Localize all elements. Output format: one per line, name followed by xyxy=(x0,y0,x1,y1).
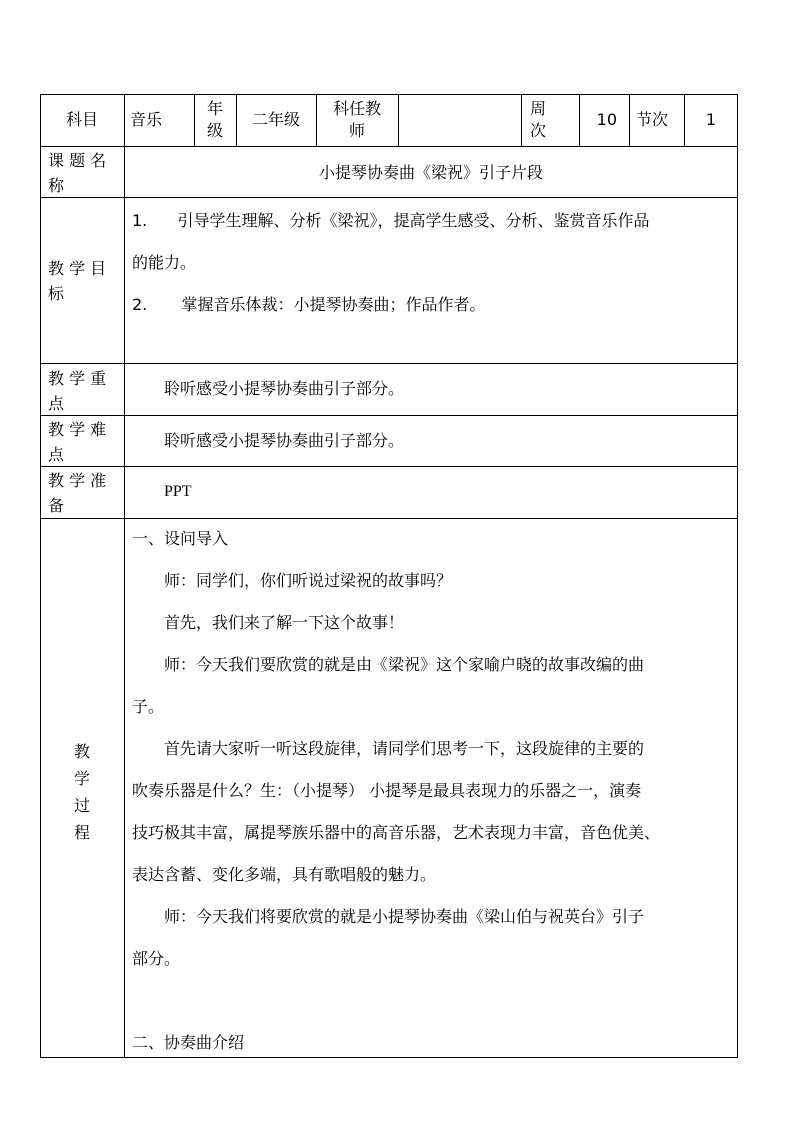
topic-label-line1: 课 题 名 xyxy=(48,151,107,170)
week-label-line1: 周 xyxy=(530,99,547,118)
process-label-char: 过 xyxy=(73,796,90,815)
objectives-label-line2: 标 xyxy=(48,284,65,303)
key-points-label-line1: 教 学 重 xyxy=(48,369,107,388)
process-paragraph-4-line4: 表达含蓄、变化多端，具有歌唱般的魅力。 xyxy=(132,865,437,884)
grade-label xyxy=(194,94,236,146)
difficulties-label xyxy=(48,417,118,467)
section-2-title: 二、协奏曲介绍 xyxy=(132,1033,245,1052)
objectives-label xyxy=(48,256,118,306)
topic-label-line2: 称 xyxy=(48,176,65,195)
week-value-text: 10 xyxy=(596,110,617,129)
topic-value-text: 小提琴协奏曲《梁祝》引子片段 xyxy=(318,163,543,182)
process-content xyxy=(132,518,732,1064)
period-label-text: 节次 xyxy=(636,110,669,129)
objectives-label-line1: 教 学 目 xyxy=(48,259,107,278)
period-label xyxy=(636,94,684,146)
preparation-value-text: PPT xyxy=(164,483,192,500)
week-label xyxy=(530,94,579,146)
section-1-title: 一、设问导入 xyxy=(132,529,229,548)
column-divider xyxy=(629,94,630,146)
process-label xyxy=(40,738,124,846)
period-value xyxy=(684,94,738,146)
week-label-line2: 次 xyxy=(530,121,547,140)
key-points-label xyxy=(48,366,118,416)
row-divider xyxy=(40,197,738,198)
objective-1-number: 1. xyxy=(132,211,148,230)
objective-1-line2: 的能力。 xyxy=(132,253,197,272)
process-paragraph-2: 首先，我们来了解一下这个故事！ xyxy=(164,613,405,632)
objective-item-2 xyxy=(132,284,732,326)
grade-label-line1: 年 xyxy=(206,99,223,118)
key-points-value xyxy=(164,363,724,415)
teacher-value xyxy=(398,94,521,146)
teacher-label-line2: 师 xyxy=(348,121,365,140)
subject-label xyxy=(40,94,124,146)
topic-value xyxy=(124,146,738,197)
week-value xyxy=(579,94,629,146)
column-divider xyxy=(124,94,125,1058)
teacher-label xyxy=(316,94,398,146)
process-paragraph-4-line2: 吹奏乐器是什么？生：（小提琴） 小提琴是最具表现力的乐器之一，演奏 xyxy=(132,781,642,800)
objective-1-line1: 引导学生理解、分析《梁祝》，提高学生感受、分析、鉴赏音乐作品 xyxy=(177,211,650,230)
preparation-label xyxy=(48,468,118,518)
difficulties-label-line2: 点 xyxy=(48,445,65,464)
process-paragraph-4-line1: 首先请大家听一听这段旋律，请同学们思考一下，这段旋律的主要的 xyxy=(164,739,645,758)
process-label-char: 学 xyxy=(73,769,90,788)
grade-label-line2: 级 xyxy=(206,121,223,140)
blank-line xyxy=(132,980,732,1022)
period-value-text: 1 xyxy=(705,110,717,129)
process-label-char: 程 xyxy=(73,823,90,842)
process-paragraph-3-line1: 师：今天我们要欣赏的就是由《梁祝》这个家喻户晓的故事改编的曲 xyxy=(164,655,645,674)
objective-2-number: 2. xyxy=(132,295,148,314)
process-label-char: 教 xyxy=(73,742,90,761)
preparation-value xyxy=(164,466,724,518)
difficulties-value xyxy=(164,415,724,466)
preparation-label-line2: 备 xyxy=(48,496,65,515)
difficulties-label-line1: 教 学 难 xyxy=(48,420,107,439)
objective-2-text: 掌握音乐体裁：小提琴协奏曲；作品作者。 xyxy=(181,295,486,314)
key-points-label-line2: 点 xyxy=(48,394,65,413)
topic-label xyxy=(48,148,118,198)
grade-value xyxy=(236,94,316,146)
teacher-label-line1: 科任教 xyxy=(332,99,381,118)
subject-value xyxy=(130,94,194,146)
difficulties-value-text: 聆听感受小提琴协奏曲引子部分。 xyxy=(164,430,405,450)
preparation-label-line1: 教 学 准 xyxy=(48,471,107,490)
process-paragraph-5-line2: 部分。 xyxy=(132,949,181,968)
key-points-value-text: 聆听感受小提琴协奏曲引子部分。 xyxy=(164,379,405,398)
process-paragraph-4-line3: 技巧极其丰富，属提琴族乐器中的高音乐器，艺术表现力丰富，音色优美、 xyxy=(132,823,661,842)
process-paragraph-3-line2: 子。 xyxy=(132,697,165,716)
grade-value-text: 二年级 xyxy=(251,110,300,129)
process-paragraph-5-line1: 师：今天我们将要欣赏的就是小提琴协奏曲《梁山伯与祝英台》引子 xyxy=(164,907,645,926)
subject-value-text: 音乐 xyxy=(130,110,163,129)
process-paragraph-1: 师：同学们，你们听说过梁祝的故事吗？ xyxy=(164,571,453,590)
column-divider xyxy=(521,94,522,146)
objectives-content xyxy=(132,200,732,326)
subject-label-text: 科目 xyxy=(65,110,98,129)
objective-item-1 xyxy=(132,200,732,242)
